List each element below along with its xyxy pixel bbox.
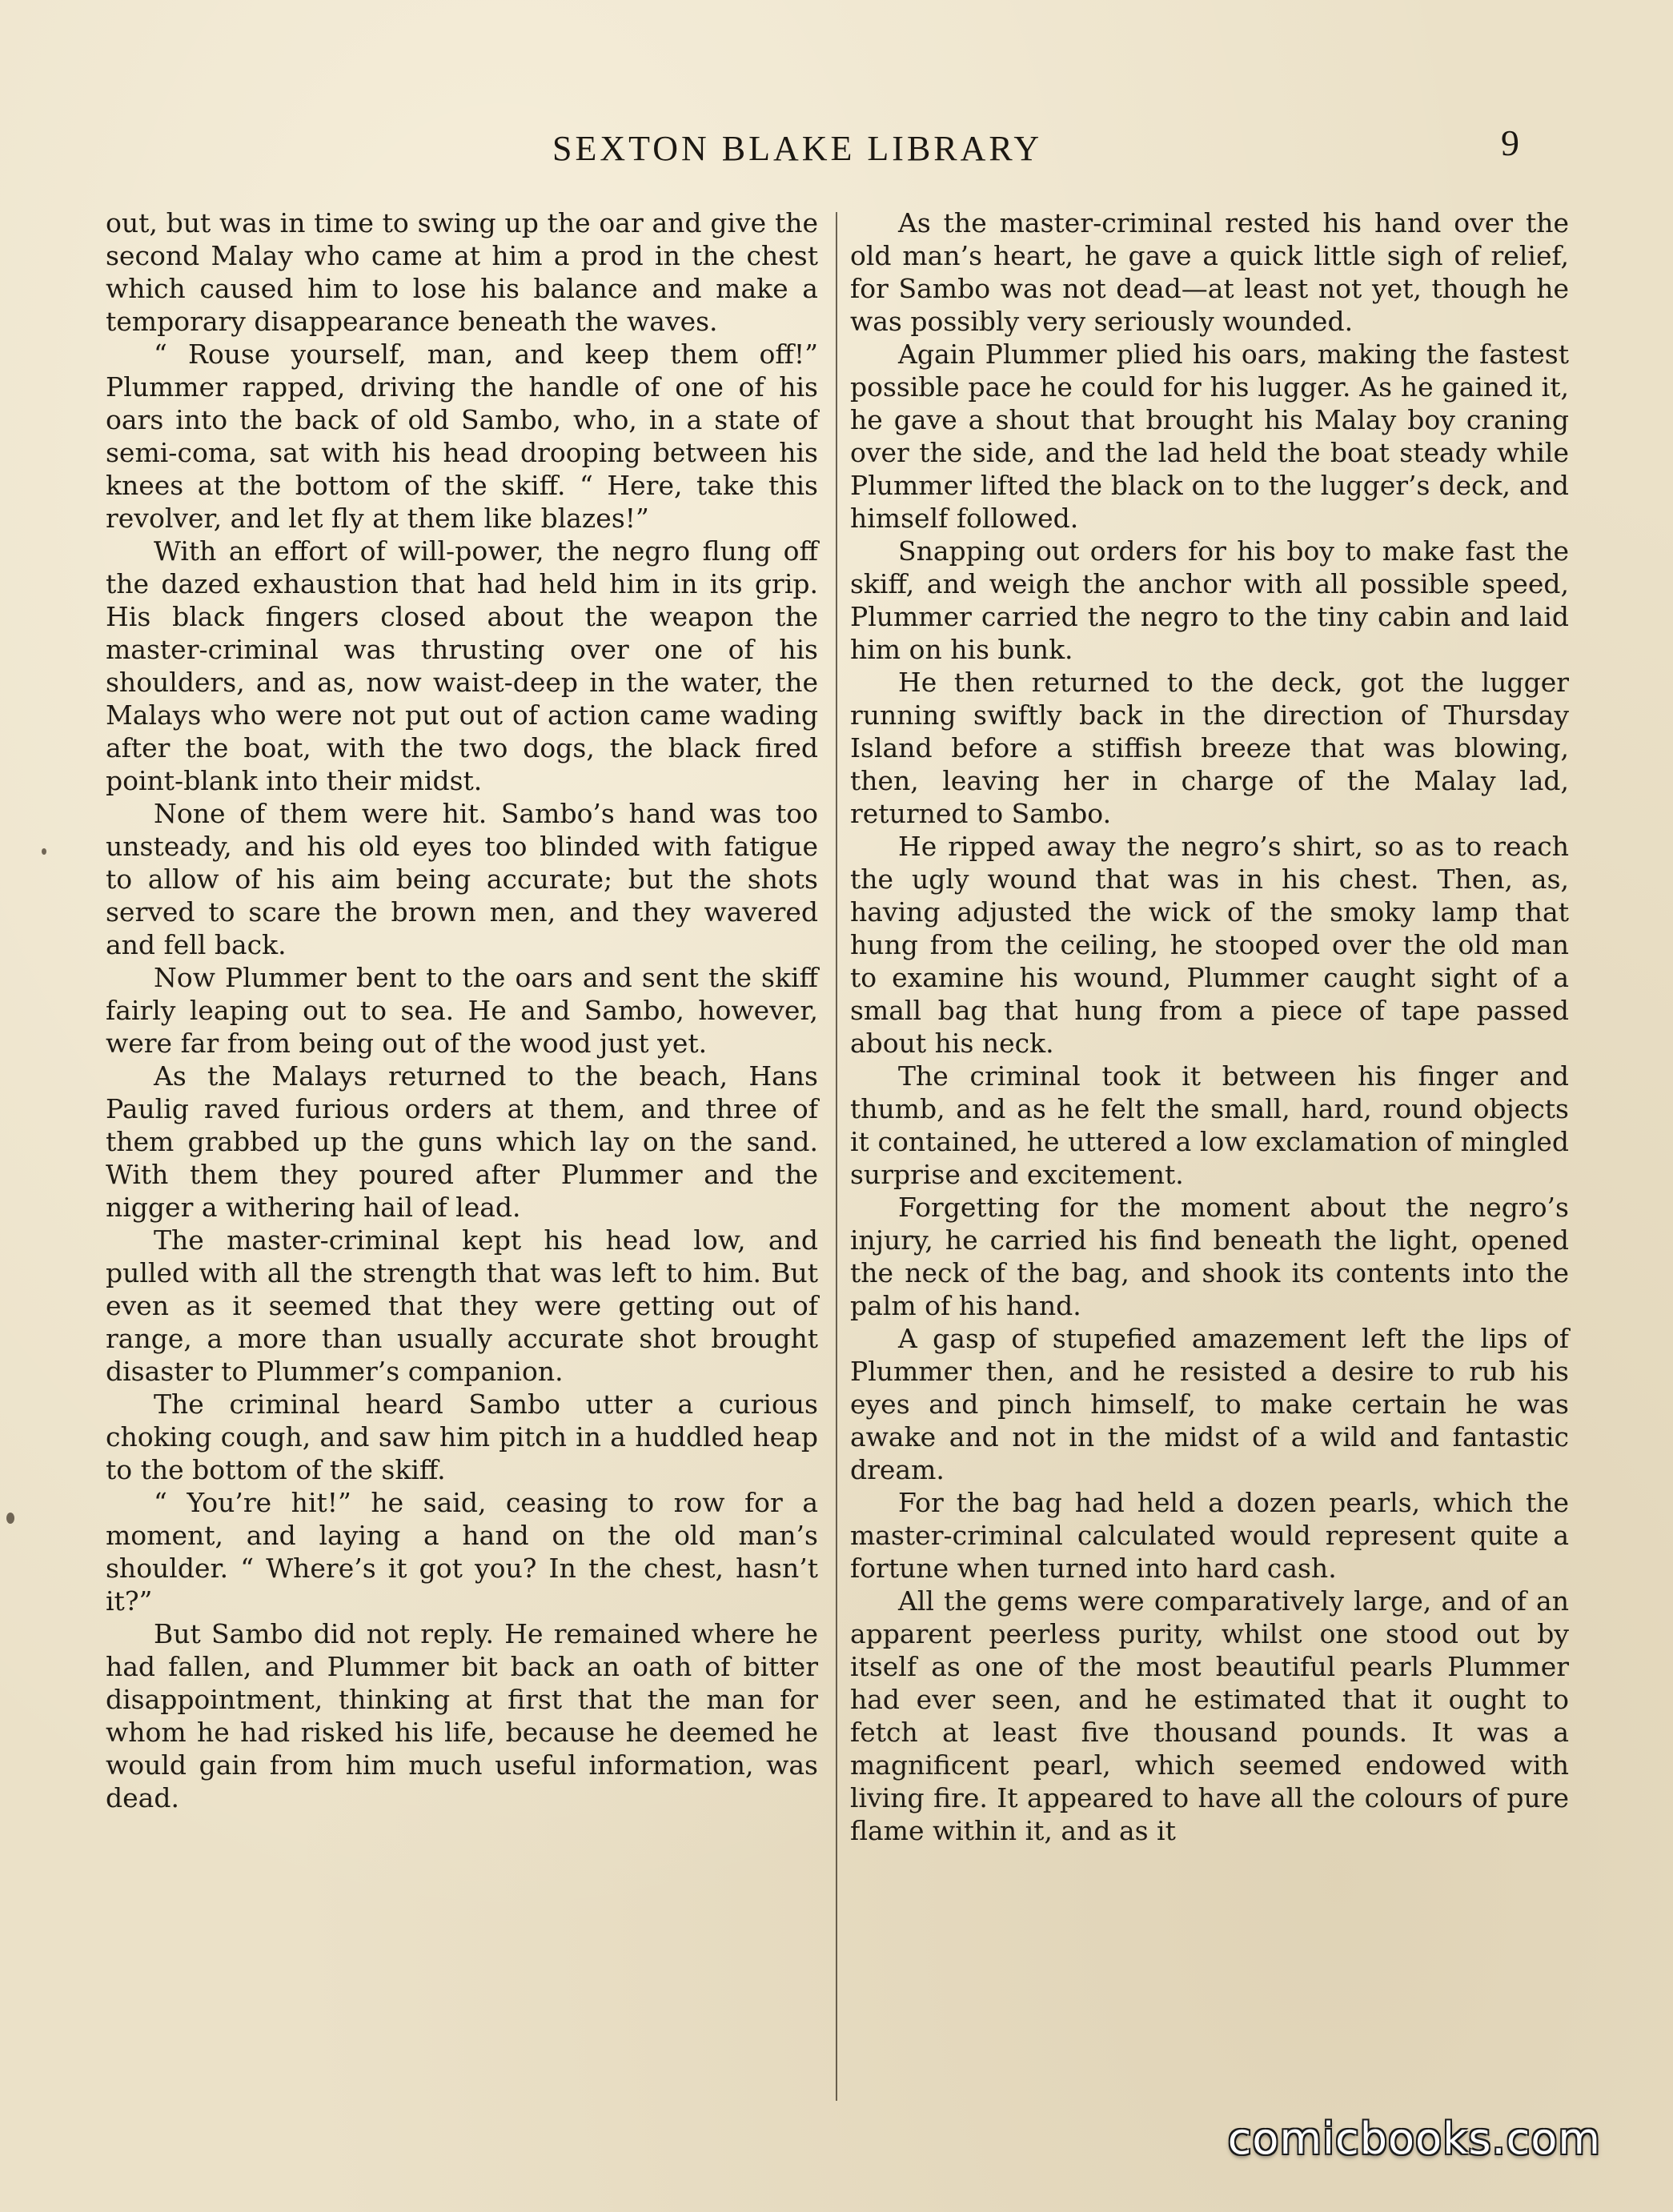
paragraph: As the master-criminal rested his hand over the old man’s heart, he gave a quick little sigh of relief, for Sambo was not dead—at least not yet, though he was possibly very seriously wounded. [850,207,1569,337]
paragraph: All the gems were comparatively large, and of an apparent peerless purity, whilst one stood out by itself as one of the most beautiful pearls Plummer had ever seen, and he estimated that it ought to fetch at least five thousand pounds. It was a magnificent pearl, which seemed endowed with living fire. It appeared to have all the colours of pure flame within it, and as it [850,1585,1569,1846]
site-watermark: comicbooks.com [1227,2114,1601,2164]
paragraph: The criminal heard Sambo utter a curious choking cough, and saw him pitch in a huddled heap to the bottom of the skiff. [106,1389,818,1485]
paragraph: But Sambo did not reply. He remained where he had fallen, and Plummer bit back an oath of bitter disappointment, thinking at first that the man for whom he had risked his life, because he deemed he would gain from him much useful information, was dead. [106,1618,818,1813]
paragraph: The criminal took it between his finger and thumb, and as he felt the small, hard, round objects it contained, he uttered a low exclamation of mingled surprise and excitement. [850,1060,1569,1190]
paragraph: He then returned to the deck, got the lugger running swiftly back in the direction of Thursday Island before a stiffish breeze that was blowing, then, leaving her in charge of the Malay lad, returned to Sambo. [850,667,1569,829]
paragraph: “ You’re hit!” he said, ceasing to row for a moment, and laying a hand on the old man’s shoulder. “ Where’s it got you? In the chest, hasn’t it?” [106,1487,818,1617]
paragraph: Now Plummer bent to the oars and sent the skiff fairly leaping out to sea. He and Sambo, however, were far from being out of the wood just yet. [106,962,818,1059]
paragraph: As the Malays returned to the beach, Hans Paulig raved furious orders at them, and three of them grabbed up the guns which lay on the sand. With them they poured after Plummer and the nigger a withering hail of lead. [106,1060,818,1223]
right-column [850,206,1569,1847]
paragraph: Snapping out orders for his boy to make fast the skiff, and weigh the anchor with all possible speed, Plummer carried the negro to the tiny cabin and laid him on his bunk. [850,535,1569,665]
paragraph: Forgetting for the moment about the negro’s injury, he carried his find beneath the light, opened the neck of the bag, and shook its contents into the palm of his hand. [850,1192,1569,1321]
page-header [0,122,1673,184]
page-number: 9 [1501,122,1519,163]
paragraph: None of them were hit. Sambo’s hand was too unsteady, and his old eyes too blinded with fatigue to allow of his aim being accurate; but the shots served to scare the brown men, and they wavered and fell back. [106,798,818,960]
running-title: SEXTON BLAKE LIBRARY [552,129,1043,168]
paragraph: A gasp of stupefied amazement left the lips of Plummer then, and he resisted a desire to rub his eyes and pinch himself, to make certain he was awake and not in the midst of a wild and fantastic dream. [850,1323,1569,1485]
paragraph: out, but was in time to swing up the oar and give the second Malay who came at him a prod in the chest which caused him to lose his balance and make a temporary disappearance beneath the waves. [106,207,818,337]
paragraph: He ripped away the negro’s shirt, so as to reach the ugly wound that was in his chest. Then, as, having adjusted the wick of the smoky lamp that hung from the ceiling, he stooped over the old man to examine his wound, Plummer caught sight of a small bag that hung from a piece of tape passed about his neck. [850,831,1569,1059]
ink-blot [6,1513,14,1524]
paragraph: The master-criminal kept his head low, and pulled with all the strength that was left to him. But even as it seemed that they were getting out of range, a more than usually accurate shot brought disaster to Plummer’s companion. [106,1224,818,1387]
paragraph: With an effort of will-power, the negro flung off the dazed exhaustion that had held him in its grip. His black fingers closed about the weapon the master-criminal was thrusting over one of his shoulders, and as, now waist-deep in the water, the Malays who were not put out of action came wading after the boat, with the two dogs, the black fired point-blank into their midst. [106,535,818,796]
ink-blot [42,848,46,855]
column-divider [836,212,837,2101]
paragraph: Again Plummer plied his oars, making the fastest possible pace he could for his lugger. As he gained it, he gave a shout that brought his Malay boy craning over the side, and the lad held the boat steady while Plummer lifted the black on to the lugger’s deck, and himself followed. [850,339,1569,534]
paragraph: For the bag had held a dozen pearls, which the master-criminal calculated would represent quite a fortune when turned into hard cash. [850,1487,1569,1584]
paragraph: “ Rouse yourself, man, and keep them off!” Plummer rapped, driving the handle of one of his oars into the back of old Sambo, who, in a state of semi-coma, sat with his head drooping between his knees at the bottom of the skiff. “ Here, take this revolver, and let fly at them like blazes!” [106,339,818,534]
left-column [106,206,818,1814]
